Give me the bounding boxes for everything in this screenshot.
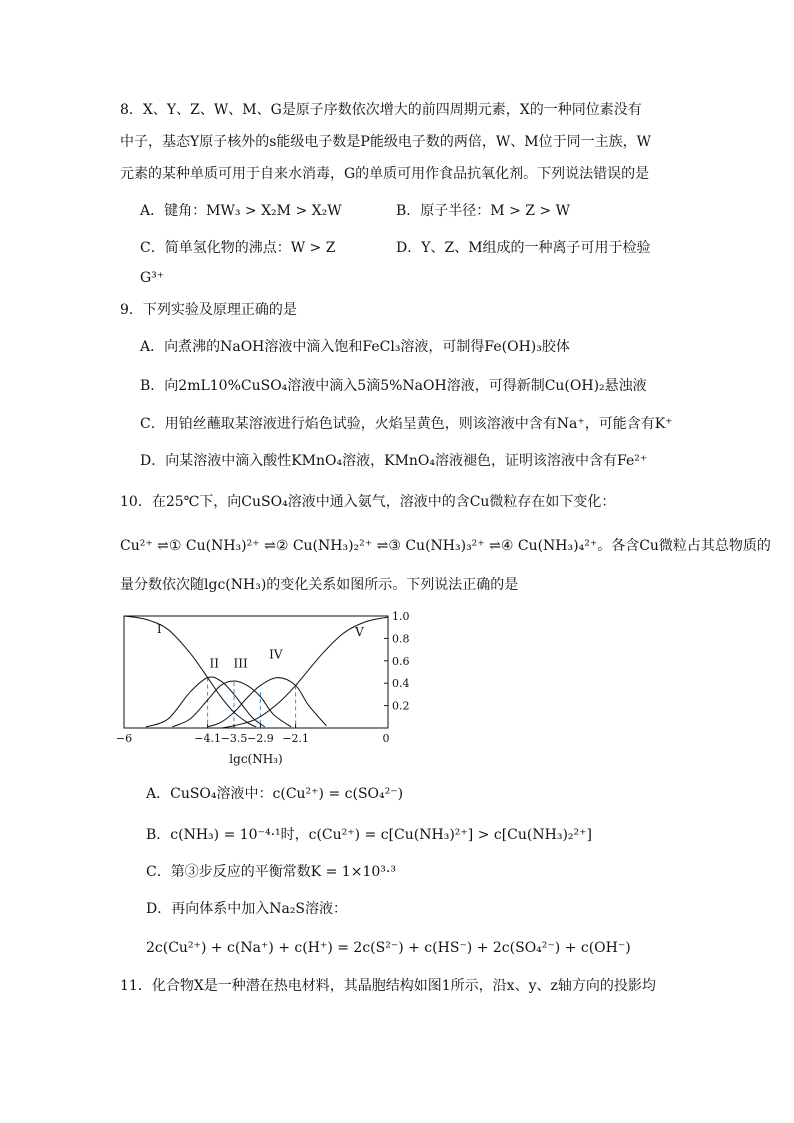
q9-option-d: D．向某溶液中滴入酸性KMnO₄溶液，KMnO₄溶液褪色，证明该溶液中含有Fe²⁺ xyxy=(140,453,648,469)
q10-option-a: A．CuSO₄溶液中：c(Cu²⁺) = c(SO₄²⁻) xyxy=(146,786,404,802)
q8-option-a: A．键角：MW₃ > X₂M > X₂W xyxy=(140,203,342,219)
x-axis-label: lgc(NH₃) xyxy=(229,752,283,766)
q10-option-d: D．再向体系中加入Na₂S溶液： xyxy=(146,901,348,917)
q10-stem-line-3: 量分数依次随lgc(NH₃)的变化关系如图所示。下列说法正确的是 xyxy=(120,577,519,593)
q11-stem: 11．化合物X是一种潜在热电材料，其晶胞结构如图1所示，沿x、y、z轴方向的投影均 xyxy=(120,978,656,994)
x-tick-label: 0 xyxy=(382,732,390,745)
y-tick-label: 0.4 xyxy=(392,677,410,691)
series-label-2: II xyxy=(209,656,219,671)
distribution-chart xyxy=(114,608,426,770)
plot-frame xyxy=(124,616,388,728)
q10-option-b: B．c(NH₃) = 10⁻⁴·¹时，c(Cu²⁺) = c[Cu(NH₃)²⁺] > c[Cu(NH₃)₂²⁺] xyxy=(146,827,592,843)
q9-option-b: B．向2mL10%CuSO₄溶液中滴入5滴5%NaOH溶液，可得新制Cu(OH)₂悬浊液 xyxy=(140,378,647,394)
series-label-1: I xyxy=(156,621,162,636)
series-line-3 xyxy=(172,681,291,727)
x-axis-ticks xyxy=(116,724,390,745)
q8-option-c: C．简单氢化物的沸点：W > Z xyxy=(140,240,336,256)
series-labels xyxy=(157,622,364,671)
series-label-4: IV xyxy=(269,647,283,662)
q10-option-c: C．第③步反应的平衡常数K = 1×10³·³ xyxy=(146,864,396,880)
y-tick-label: 0.6 xyxy=(392,654,410,668)
x-tick-label: −4.1 xyxy=(194,732,221,745)
q8-stem-line-2: 中子，基态Y原子核外的s能级电子数是P能级电子数的两倍，W、M位于同一主族，W xyxy=(120,134,651,150)
q8-option-d-continuation: G³⁺ xyxy=(140,270,165,286)
x-tick-label: −2.1 xyxy=(282,732,309,745)
q10-stem-line-1: 10．在25℃下，向CuSO₄溶液中通入氨气，溶液中的含Cu微粒存在如下变化： xyxy=(120,494,616,510)
y-tick-label: 1.0 xyxy=(392,610,410,623)
series-label-5: V xyxy=(355,625,364,640)
q9-option-a: A．向煮沸的NaOH溶液中滴入饱和FeCl₃溶液，可制得Fe(OH)₃胶体 xyxy=(140,339,570,355)
q8-stem-line-1: 8．X、Y、Z、W、M、G是原子序数依次增大的前四周期元素，X的一种同位素没有 xyxy=(120,102,642,118)
q8-option-d: D．Y、Z、M组成的一种离子可用于检验 xyxy=(396,240,651,256)
q10-option-d-equation: 2c(Cu²⁺) + c(Na⁺) + c(H⁺) = 2c(S²⁻) + c(HS⁻) + 2c(SO₄²⁻) + c(OH⁻) xyxy=(146,940,631,956)
plot-area-border xyxy=(124,616,388,728)
y-tick-label: 0.2 xyxy=(392,699,410,713)
q9-option-c: C．用铂丝蘸取某溶液进行焰色试验，火焰呈黄色，则该溶液中含有Na⁺，可能含有K⁺ xyxy=(140,416,673,432)
q8-option-b: B．原子半径：M > Z > W xyxy=(396,203,571,219)
x-tick-label: −6 xyxy=(115,732,133,745)
x-tick-label: −3.5 xyxy=(220,732,248,745)
series-label-3: III xyxy=(233,656,248,671)
x-tick-label: −2.9 xyxy=(247,732,274,745)
q8-stem-line-3: 元素的某种单质可用于自来水消毒，G的单质可用作食品抗氧化剂。下列说法错误的是 xyxy=(120,166,650,182)
series-curves xyxy=(124,616,388,728)
y-tick-label: 0.8 xyxy=(392,632,410,646)
q10-reaction-scheme: Cu²⁺ ⇌① Cu(NH₃)²⁺ ⇌② Cu(NH₃)₂²⁺ ⇌③ Cu(NH₃)₃²⁺ ⇌④ Cu(NH₃)₄²⁺。各含Cu微粒占其总物质的 xyxy=(120,538,771,554)
q9-stem: 9．下列实验及原理正确的是 xyxy=(120,302,297,318)
